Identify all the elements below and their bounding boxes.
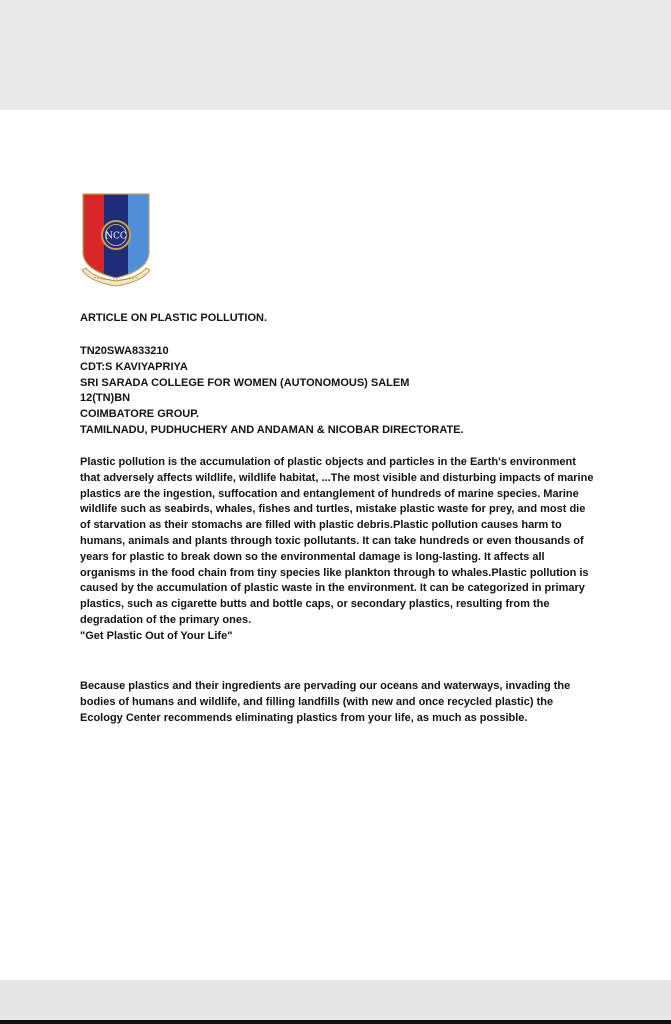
article-title: ARTICLE ON PLASTIC POLLUTION. (80, 312, 267, 324)
directorate: TAMILNADU, PUDHUCHERY AND ANDAMAN & NICOBAR DIRECTORATE. (80, 423, 464, 436)
registration-number: TN20SWA833210 (80, 345, 169, 357)
article-body (80, 455, 598, 645)
college-name: SRI SARADA COLLEGE FOR WOMEN (AUTONOMOUS) SALEM (80, 376, 410, 389)
ncc-emblem-text: NCC (105, 231, 127, 242)
viewer-top-band (0, 0, 671, 110)
paragraph-1: Plastic pollution is the accumulation of plastic objects and particles in the Earth's environment that adversely affects wildlife, wildlife habitat, ...The most visible and disturbing impacts of marine plastics are the ingestion, suffocation and entanglement of hundreds of marine species. Marine wildlife such as seabirds, whales, fishes and turtles, mistake plastic waste for prey, and most die of starvation as their stomachs are filled with plastic debris.Plastic pollution causes harm to humans, animals and plants through toxic pollutants. It can take hundreds or even thousands of years for plastic to break down so the environmental damage is long-lasting. It affects all organisms in the food chain from tiny species like plankton through to whales.Plastic pollution is caused by the accumulation of plastic waste in the environment. It can be categorized in primary plastics, such as cigarette butts and bottle caps, or secondary plastics, resulting from the degradation of the primary ones. (80, 456, 594, 626)
viewer-bottom-band (0, 980, 671, 1024)
cadet-details (80, 344, 600, 439)
battalion: 12(TN)BN (80, 392, 131, 405)
quote-line: "Get Plastic Out of Your Life" (80, 629, 233, 642)
ncc-logo (80, 190, 152, 290)
cadet-name: CDT:S KAVIYAPRIYA (80, 360, 188, 373)
group-name: COIMBATORE GROUP. (80, 408, 200, 421)
viewer-bottom-edge (0, 1020, 671, 1024)
paragraph-2: Because plastics and their ingredients are pervading our oceans and waterways, invading the bodies of humans and wildlife, and filling landfills (with new and once recycled plastic) the Ecology Center recommends eliminating plastics from your life, as much as possible. (80, 680, 571, 724)
